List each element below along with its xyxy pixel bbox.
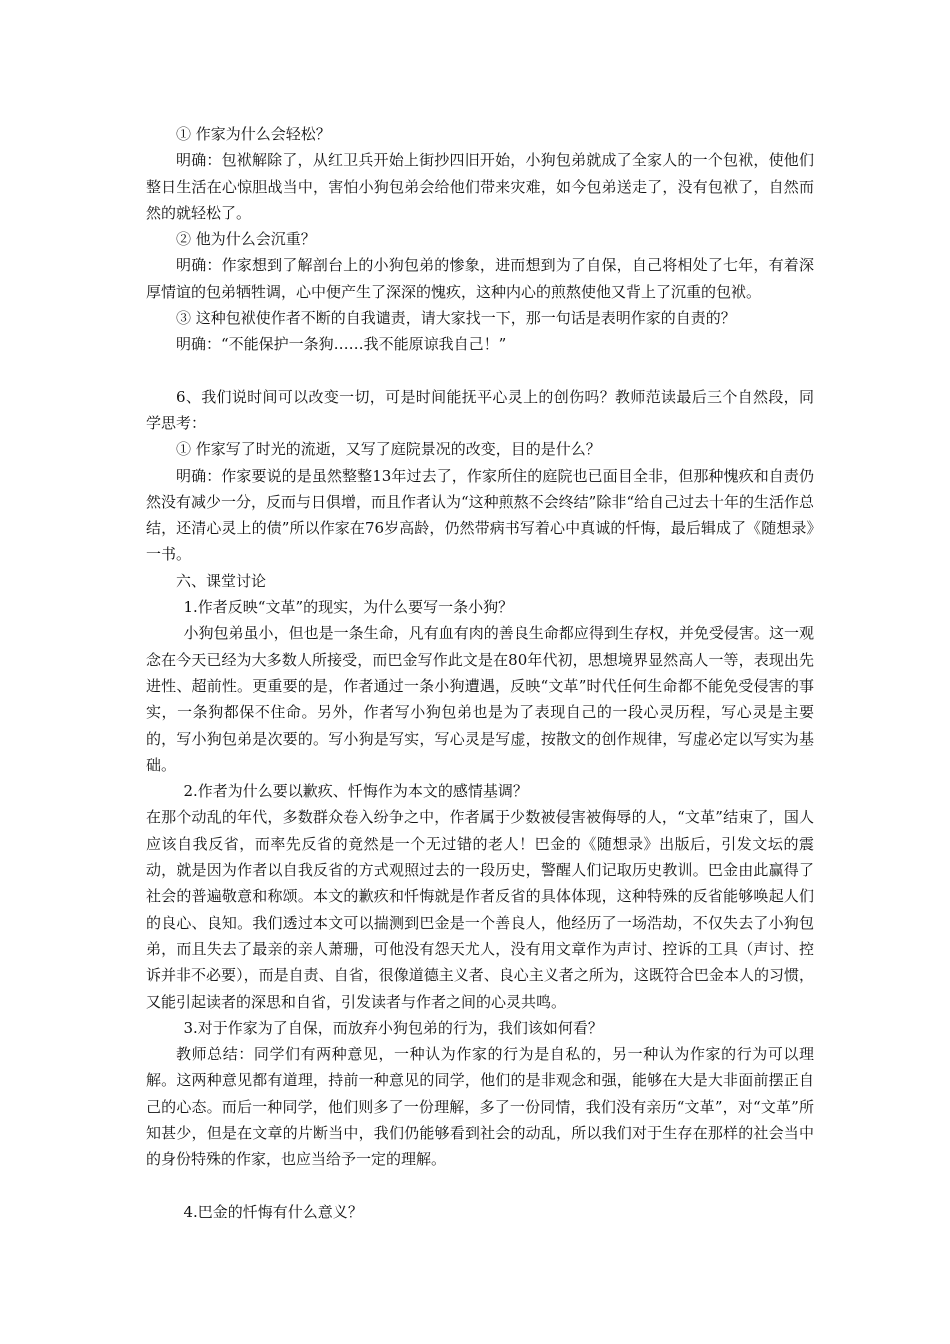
question-relaxed: ① 作家为什么会轻松？	[176, 125, 331, 143]
discussion-q3: 3.对于作家为了自保，而放弃小狗包弟的行为，我们该如何看？	[183, 1018, 603, 1037]
question-time-change: ① 作家写了时光的流逝，又写了庭院景况的改变，目的是什么？	[176, 440, 601, 459]
discussion-q4: 4.巴金的忏悔有什么意义？	[183, 1202, 363, 1221]
discussion-q1: 1.作者反映“文革”的现实，为什么要写一条小狗？	[183, 598, 514, 617]
answer-time-change: 明确：作家要说的是虽然整整13年过去了，作家所住的庭院也已面目全非，但那种愧疚和自责仍然没有减少一分，反而与日俱增，而且作者认为“这种煎熬不会终结”除非“给自己过去十年的生活作总结，还清心灵上的债”所以作家在76岁高龄，仍然带病书写着心中真诚的忏悔，最后辑成了《随想录》一书。	[146, 466, 815, 564]
discussion-a2: 在那个动乱的年代，多数群众卷入纷争之中，作者属于少数被侵害被侮辱的人，“文革”结束了，国人应该自我反省，而率先反省的竟然是一个无过错的老人！巴金的《随想录》出版后，引发文坛的震动，就是因为作者以自我反省的方式观照过去的一段历史，警醒人们记取历史教训。巴金由此赢得了社会的普遍敬意和称颂。本文的歉疚和忏悔就是作者反省的具体体现，这种特殊的反省能够唤起人们的良心、良知。我们透过本文可以揣测到巴金是一个善良人，他经历了一场浩劫，不仅失去了小狗包弟，而且失去了最亲的亲人萧珊，可他没有怨天尤人，没有用文章作为声讨、控诉的工具（声讨、控诉并非不必要），而是自责、自省，很像道德主义者、良心主义者之所为，这既符合巴金本人的习惯，又能引起读者的深思和自省，引发读者与作者之间的心灵共鸣。	[146, 808, 814, 1011]
answer-relaxed: 明确：包袱解除了，从红卫兵开始上街抄四旧开始，小狗包弟就成了全家人的一个包袱，使他们整日生活在心惊胆战当中，害怕小狗包弟会给他们带来灾难，如今包弟送走了，没有包袱了，自然而然的就轻松了。	[146, 151, 814, 222]
document-body	[146, 121, 814, 1225]
section-6-intro: 6、我们说时间可以改变一切，可是时间能抚平心灵上的创伤吗？教师范读最后三个自然段，同学思考：	[146, 387, 814, 432]
question-heavy: ② 他为什么会沉重？	[176, 230, 316, 249]
answer-self-blame: 明确：“不能保护一条狗……我不能原谅我自己！”	[176, 335, 507, 354]
discussion-a1: 小狗包弟虽小，但也是一条生命，凡有血有肉的善良生命都应得到生存权，并免受侵害。这一观念在今天已经为大多数人所接受，而巴金写作此文是在80年代初，思想境界显然高人一等，表现出先进性、超前性。更重要的是，作者通过一条小狗遭遇，反映“文革”时代任何生命都不能免受侵害的事实，一条狗都保不住命。另外，作者写小狗包弟也是为了表现自己的一段心灵历程，写心灵是主要的，写小狗包弟是次要的。写小狗是写实，写心灵是写虚，按散文的创作规律，写虚必定以写实为基础。	[146, 624, 814, 774]
answer-heavy: 明确：作家想到了解剖台上的小狗包弟的惨象，进而想到为了自保，自己将相处了七年，有着深厚情谊的包弟牺牲调，心中便产生了深深的愧疚，这种内心的煎熬使他又背上了沉重的包袱。	[146, 256, 814, 301]
discussion-a3: 教师总结：同学们有两种意见，一种认为作家的行为是自私的，另一种认为作家的行为可以理解。这两种意见都有道理，持前一种意见的同学，他们的是非观念和强，能够在大是大非面前摆正自己的心态。而后一种同学，他们则多了一份理解，多了一份同情，我们没有亲历“文革”，对“文革”所知甚少，但是在文章的片断当中，我们仍能够看到社会的动乱，所以我们对于生存在那样的社会当中的身份特殊的作家，也应当给予一定的理解。	[146, 1045, 814, 1169]
discussion-q2: 2.作者为什么要以歉疚、忏悔作为本文的感情基调？	[183, 782, 528, 801]
heading-class-discussion: 六、课堂讨论	[176, 571, 267, 590]
question-self-blame: ③ 这种包袱使作者不断的自我谴责，请大家找一下，那一句话是表明作家的自责的？	[176, 309, 736, 328]
